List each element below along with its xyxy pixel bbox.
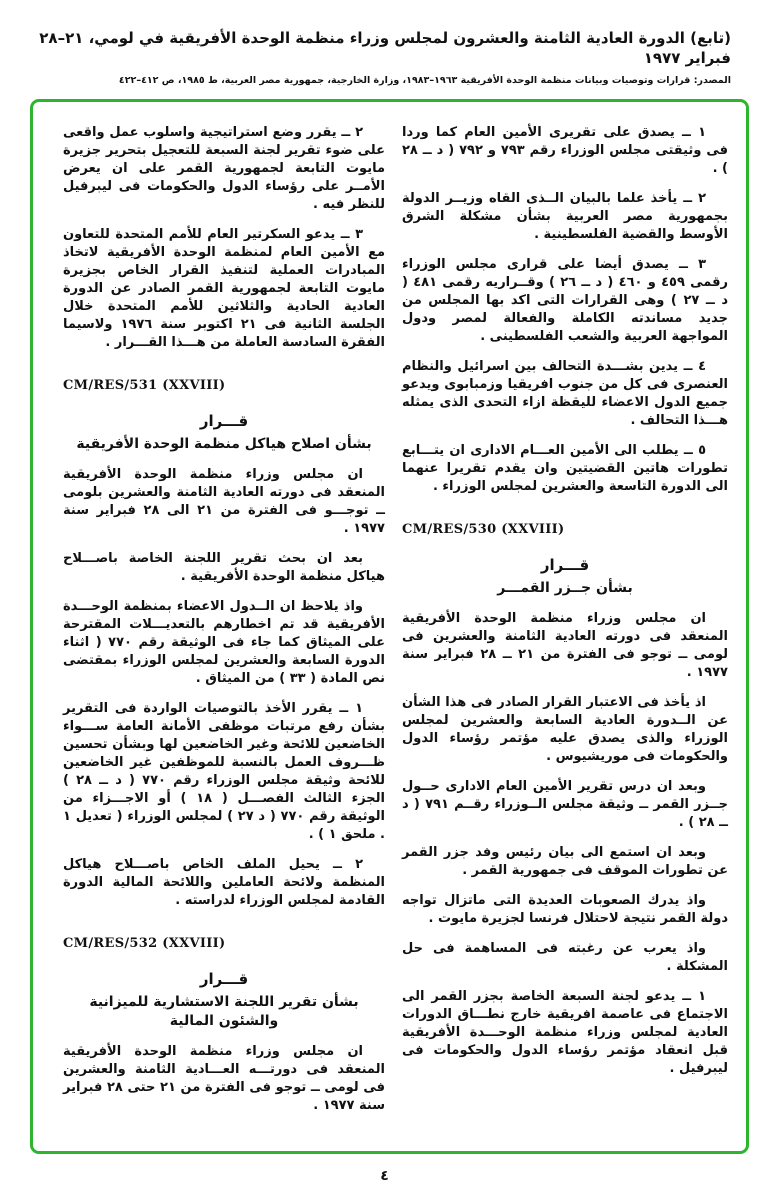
resolution-code: CM/RES/531 (XXVIII) <box>63 378 226 393</box>
paragraph: ٢ ــ يحيل الملف الخاص باصـــلاح هياكل المنظمة ولائحة العاملين واللائحة المالية الدورة القادمة لمجلس الوزراء لدراسته . <box>63 857 385 908</box>
paragraph: ١ ــ يصدق على تقريرى الأمين العام كما وردا فى وثيقتى مجلس الوزراء رقم ٧٩٣ و ٧٩٢ ( د ــ ٢٨ ) . <box>402 125 728 176</box>
content-frame <box>30 99 749 1154</box>
resolution-code: CM/RES/532 (XXVIII) <box>63 936 226 951</box>
paragraph: ٥ ــ يطلب الى الأمين العـــام الادارى ان يتـــابع تطورات هاتين القضيتين وان يقدم تقريرا عنهما الى الدورة التاسعة والعشرين لمجلس الوزراء . <box>402 443 728 494</box>
paragraph: ان مجلس وزراء منظمة الوحدة الأفريقية المنعقد فى دورتـــه العـــادية الثامنة والعشرين فى لومى ــ توجو فى الفترة من ٢١ حتى ٢٨ فبراير سنة ١٩٧٧ . <box>63 1044 385 1113</box>
paragraph: اذ يأخذ فى الاعتبار القرار الصادر فى هذا الشأن عن الــدورة العادية السابعة والعشرين لمجلس الوزراء والذى يصدق عليه مؤتمر رؤساء الدول والحكومات فى موريشيوس . <box>402 695 728 764</box>
paragraph: ١ ــ يقرر الأخذ بالتوصيات الواردة فى التقرير بشأن رفع مرتبات موظفى الأمانة العامة ســـواء الخاضعين للائحة وغير الخاضعين لها وبشأن تحسين ظـــروف العمل بالنسبة للموظفين غير الخاضعين للائحة وثيقة مجلس الوزراء رقم ٧٧٠ ( د ــ ٢٨ ) الجزء الثالث الفصـــل ( ١٨ ) أو الاجـــزاء من الوثيقة رقم ٧٧٠ ( د ٢٧ ) لمجلس الوزراء ( تعديل ١ . ملحق ١ ) . <box>63 701 386 842</box>
paragraph: ان مجلس وزراء منظمة الوحدة الأفريقية المنعقد فى دورته العادية الثامنة والعشرين بلومى ــ توجـــو فى الفترة من ٢١ الى ٢٨ فبراير سنة ١٩٧٧ . <box>63 467 385 536</box>
source-citation: المصدر: قرارات وتوصيات وبيانات منظمة الوحدة الأفريقية ١٩٦٣–١٩٨٣، وزارة الخارجية، جمهورية مصر العربية، ط ١٩٨٥، ص ٤١٢–٤٢٢ <box>118 75 731 86</box>
paragraph: وبعد ان درس تقرير الأمين العام الادارى حــول جــزر القمر ــ وثيقة مجلس الــوزراء رقــم ٧٩١ ( د ــ ٢٨ ) . <box>402 779 728 830</box>
paragraph: ٣ ــ يصدق أيضا على قرارى مجلس الوزراء رقمى ٤٥٩ و ٤٦٠ ( د ــ ٢٦ ) وقــراريه رقمى ٤٨١ ( د ــ ٢٧ ) وهى القرارات التى اكد بها المجلس من جديد مساندته الكاملة والفعالة لمصر ودول المواجهة العربية والشعب الفلسطينى . <box>402 257 729 344</box>
left-column <box>63 124 385 1127</box>
resolution-heading: قـــرار <box>199 412 249 430</box>
paragraph: ان مجلس وزراء منظمة الوحدة الأفريقية المنعقد فى دورته العادية الثامنة والعشرين فى لومى ــ توجو فى الفترة من ٢١ ــ ٢٨ فبراير سنة ١٩٧٧ . <box>402 611 729 680</box>
page-number: ٤ <box>380 1168 389 1184</box>
resolution-heading: قـــرار <box>199 970 249 988</box>
paragraph: ١ ــ يدعو لجنة السبعة الخاصة بجزر القمر الى الاجتماع فى عاصمة افريقية خارج نطـــاق الدورات العادية لمجلس وزراء منظمة الوحـــدة الأفريقية قبل انعقاد مؤتمر رؤساء الدول والحكومات فى ليبرفيل . <box>402 989 728 1076</box>
paragraph: واذ يعرب عن رغبته فى المساهمة فى حل المشكلة . <box>402 941 728 974</box>
resolution-heading: قـــرار <box>540 556 590 574</box>
paragraph: ٣ ــ يدعو السكرتير العام للأمم المتحدة للتعاون مع الأمين العام لمنظمة الوحدة الأفريقية لاتخاذ المبادرات العملية لتنفيذ القرار الخاص بجزيرة مايوت التابعة لجمهورية القمر الصادر عن الدورة العادية الحادية والثلاثين للأمم المتحدة خلال الجلسة الثانية فى ٢١ اكتوبر سنة ١٩٧٦ ولاسيما الفقرة السادسة العاملة من هـــذا القـــرار . <box>63 227 385 350</box>
resolution-title: بشأن اصلاح هياكل منظمة الوحدة الأفريقية <box>76 436 372 452</box>
resolution-title: بشأن تقرير اللجنة الاستشارية للميزانية والشئون المالية <box>89 994 359 1029</box>
resolution-code: CM/RES/530 (XXVIII) <box>402 522 565 537</box>
paragraph: واذ يدرك الصعوبات العديدة التى ماتزال تواجه دولة القمر نتيجة لاحتلال فرنسا لجزيرة مايوت . <box>402 893 728 926</box>
paragraph: ٤ ــ يدين بشـــدة التحالف بين اسرائيل والنظام العنصرى فى كل من جنوب افريقيا وزمبابوى ويدعو جميع الدول الاعضاء لليقظة ازاء التحدى الذى يمثله هـــذا التحالف . <box>402 359 728 428</box>
paragraph: واذ يلاحظ ان الــدول الاعضاء بمنظمة الوحـــدة الأفريقية قد تم اخطارهم بالتعديـــلات المقترحة على الميثاق كما جاء فى الوثيقة رقم ٧٧٠ ( اثناء الدورة السابعة والعشرين لمجلس الوزراء بمقتضى نص المادة ( ٣٣ ) من الميثاق . <box>63 599 385 686</box>
running-header-title: (تابع) الدورة العادية الثامنة والعشرون لمجلس وزراء منظمة الوحدة الأفريقية في لومي، ٢١–٢٨ فبراير ١٩٧٧ <box>39 29 731 67</box>
paragraph: ٢ ــ يأخذ علما بالبيان الــذى القاه وزيــر الدولة بجمهورية مصر العربية بشأن مشكلة الشرق الأوسط والقضية الفلسطينية . <box>402 191 728 242</box>
paragraph: بعد ان بحث تقرير اللجنة الخاصة باصـــلاح هياكل منظمة الوحدة الأفريقية . <box>63 551 385 584</box>
right-column <box>402 124 728 1127</box>
resolution-title: بشأن جــزر القمـــر <box>497 580 633 596</box>
paragraph: ٢ ــ يقرر وضع استراتيجية واسلوب عمل واقعى على ضوء تقرير لجنة السبعة للتعجيل بتحرير جزيرة مايوت التابعة لجمهورية القمر على ان يعرض الأمــر على رؤساء الدول والحكومات فى ليبرفيل للنظر فيه . <box>63 125 385 212</box>
paragraph: وبعد ان استمع الى بيان رئيس وفد جزر القمر عن تطورات الموقف فى جمهورية القمر . <box>402 845 728 878</box>
